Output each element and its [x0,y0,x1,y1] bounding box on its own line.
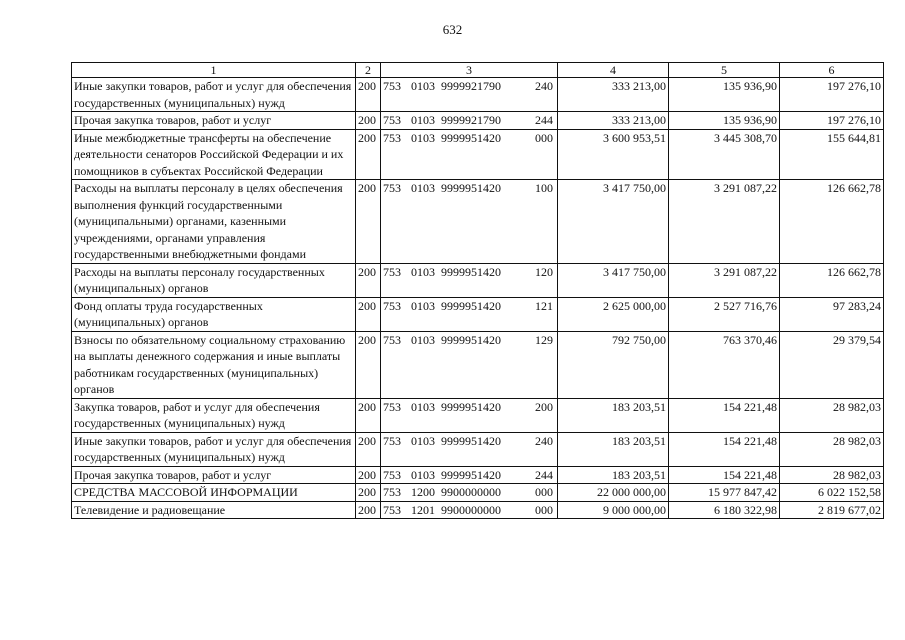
value-col6: 197 276,10 [780,112,884,130]
code-col2: 200 [356,398,381,432]
code-section: 0103 [411,130,435,145]
value-col6: 28 982,03 [780,398,884,432]
row-name: Взносы по обязательному социальному страхованию на выплаты денежного содержания и иные выплаты работникам государственных (муниципальных) органов [72,331,356,398]
code-section: 0103 [411,181,435,195]
value-col5: 6 180 322,98 [669,501,780,519]
value-col4: 792 750,00 [558,331,669,398]
value-col4: 183 203,51 [558,432,669,466]
code-expense-type: 000 [535,485,553,499]
code-col2: 200 [356,297,381,331]
code-section: 0103 [411,113,435,127]
value-col5: 154 221,48 [669,466,780,484]
row-name: Иные межбюджетные трансферты на обеспечение деятельности сенаторов Российской Федерации и их помощников в субъектах Российской Федерации [72,129,356,180]
code-section: 1200 [411,485,435,499]
value-col6: 97 283,24 [780,297,884,331]
code-expense-type: 120 [535,264,553,279]
value-col5: 135 936,90 [669,112,780,130]
code-ministry: 753 [383,502,401,517]
value-col5: 154 221,48 [669,398,780,432]
table-row [72,112,884,130]
code-col2: 200 [356,180,381,264]
code-target: 9999951420 [441,332,501,347]
code-expense-type: 240 [535,433,553,448]
value-col4: 3 600 953,51 [558,129,669,180]
code-section: 0103 [411,433,435,448]
code-col3 [381,466,558,484]
code-col3 [381,331,558,398]
table-row [72,78,884,112]
value-col5: 3 291 087,22 [669,180,780,264]
value-col6: 28 982,03 [780,466,884,484]
code-ministry: 753 [383,113,401,127]
code-target: 9999951420 [441,130,501,145]
code-expense-type: 121 [535,298,553,313]
value-col5: 15 977 847,42 [669,484,780,502]
code-col2: 200 [356,129,381,180]
table-row [72,129,884,180]
code-col2: 200 [356,112,381,130]
code-ministry: 753 [383,298,401,313]
code-col2: 200 [356,484,381,502]
value-col6: 126 662,78 [780,263,884,297]
code-ministry: 753 [383,399,401,414]
value-col5: 154 221,48 [669,432,780,466]
row-name: СРЕДСТВА МАССОВОЙ ИНФОРМАЦИИ [72,484,356,502]
code-ministry: 753 [383,181,401,195]
header-cell: 2 [356,63,381,78]
code-target: 9999951420 [441,181,501,195]
code-section: 1201 [411,502,435,517]
table-row [72,180,884,264]
row-name: Телевидение и радиовещание [72,501,356,519]
row-name: Расходы на выплаты персоналу в целях обеспечения выполнения функций государственными (муниципальными) органами, казенными учреждениями, органами управления государственными внебюджетными фондами [72,180,356,264]
table-body [72,78,884,519]
value-col6: 126 662,78 [780,180,884,264]
value-col5: 3 291 087,22 [669,263,780,297]
row-name: Закупка товаров, работ и услуг для обеспечения государственных (муниципальных) нужд [72,398,356,432]
value-col6: 6 022 152,58 [780,484,884,502]
table-row [72,501,884,519]
code-target: 9999921790 [441,113,501,127]
table-row [72,466,884,484]
row-name: Расходы на выплаты персоналу государственных (муниципальных) органов [72,263,356,297]
code-section: 0103 [411,399,435,414]
value-col6: 155 644,81 [780,129,884,180]
budget-table [71,62,884,519]
code-col2: 200 [356,501,381,519]
code-target: 9900000000 [441,502,501,517]
row-name: Фонд оплаты труда государственных (муниципальных) органов [72,297,356,331]
table-row [72,297,884,331]
value-col4: 183 203,51 [558,398,669,432]
header-cell: 3 [381,63,558,78]
header-cell: 4 [558,63,669,78]
code-ministry: 753 [383,332,401,347]
code-col2: 200 [356,432,381,466]
value-col5: 763 370,46 [669,331,780,398]
value-col6: 197 276,10 [780,78,884,112]
code-col3 [381,484,558,502]
code-expense-type: 000 [535,502,553,517]
code-target: 9999951420 [441,467,501,482]
row-name: Иные закупки товаров, работ и услуг для обеспечения государственных (муниципальных) нужд [72,78,356,112]
code-ministry: 753 [383,130,401,145]
code-col2: 200 [356,78,381,112]
code-ministry: 753 [383,467,401,482]
code-expense-type: 240 [535,79,553,93]
value-col6: 2 819 677,02 [780,501,884,519]
code-expense-type: 200 [535,399,553,414]
code-col3 [381,432,558,466]
page-number: 632 [442,22,463,37]
value-col4: 3 417 750,00 [558,180,669,264]
code-target: 9900000000 [441,485,501,499]
code-col3 [381,112,558,130]
row-name: Иные закупки товаров, работ и услуг для обеспечения государственных (муниципальных) нужд [72,432,356,466]
code-section: 0103 [411,332,435,347]
code-col2: 200 [356,263,381,297]
table-row [72,432,884,466]
header-cell: 6 [780,63,884,78]
code-col3 [381,263,558,297]
table-row [72,398,884,432]
code-expense-type: 000 [535,130,553,145]
code-target: 9999951420 [441,298,501,313]
code-expense-type: 244 [535,113,553,127]
value-col4: 3 417 750,00 [558,263,669,297]
value-col4: 22 000 000,00 [558,484,669,502]
code-col3 [381,398,558,432]
code-col3 [381,78,558,112]
code-col3 [381,180,558,264]
row-name: Прочая закупка товаров, работ и услуг [72,112,356,130]
code-target: 9999951420 [441,433,501,448]
code-expense-type: 244 [535,467,553,482]
header-cell: 1 [72,63,356,78]
value-col4: 183 203,51 [558,466,669,484]
value-col5: 135 936,90 [669,78,780,112]
code-target: 9999951420 [441,264,501,279]
code-col3 [381,297,558,331]
value-col4: 333 213,00 [558,112,669,130]
code-target: 9999951420 [441,399,501,414]
value-col5: 2 527 716,76 [669,297,780,331]
row-name: Прочая закупка товаров, работ и услуг [72,466,356,484]
table-row [72,331,884,398]
table-header-row [72,63,884,78]
code-section: 0103 [411,467,435,482]
code-section: 0103 [411,264,435,279]
value-col6: 28 982,03 [780,432,884,466]
table-row [72,263,884,297]
table-row [72,484,884,502]
value-col6: 29 379,54 [780,331,884,398]
code-section: 0103 [411,79,435,93]
value-col5: 3 445 308,70 [669,129,780,180]
code-expense-type: 129 [535,332,553,347]
code-ministry: 753 [383,433,401,448]
code-target: 9999921790 [441,79,501,93]
value-col4: 2 625 000,00 [558,297,669,331]
value-col4: 333 213,00 [558,78,669,112]
code-col3 [381,129,558,180]
code-section: 0103 [411,298,435,313]
code-col2: 200 [356,331,381,398]
code-expense-type: 100 [535,181,553,195]
code-col3 [381,501,558,519]
header-cell: 5 [669,63,780,78]
value-col4: 9 000 000,00 [558,501,669,519]
code-ministry: 753 [383,485,401,499]
code-ministry: 753 [383,264,401,279]
code-col2: 200 [356,466,381,484]
code-ministry: 753 [383,79,401,93]
